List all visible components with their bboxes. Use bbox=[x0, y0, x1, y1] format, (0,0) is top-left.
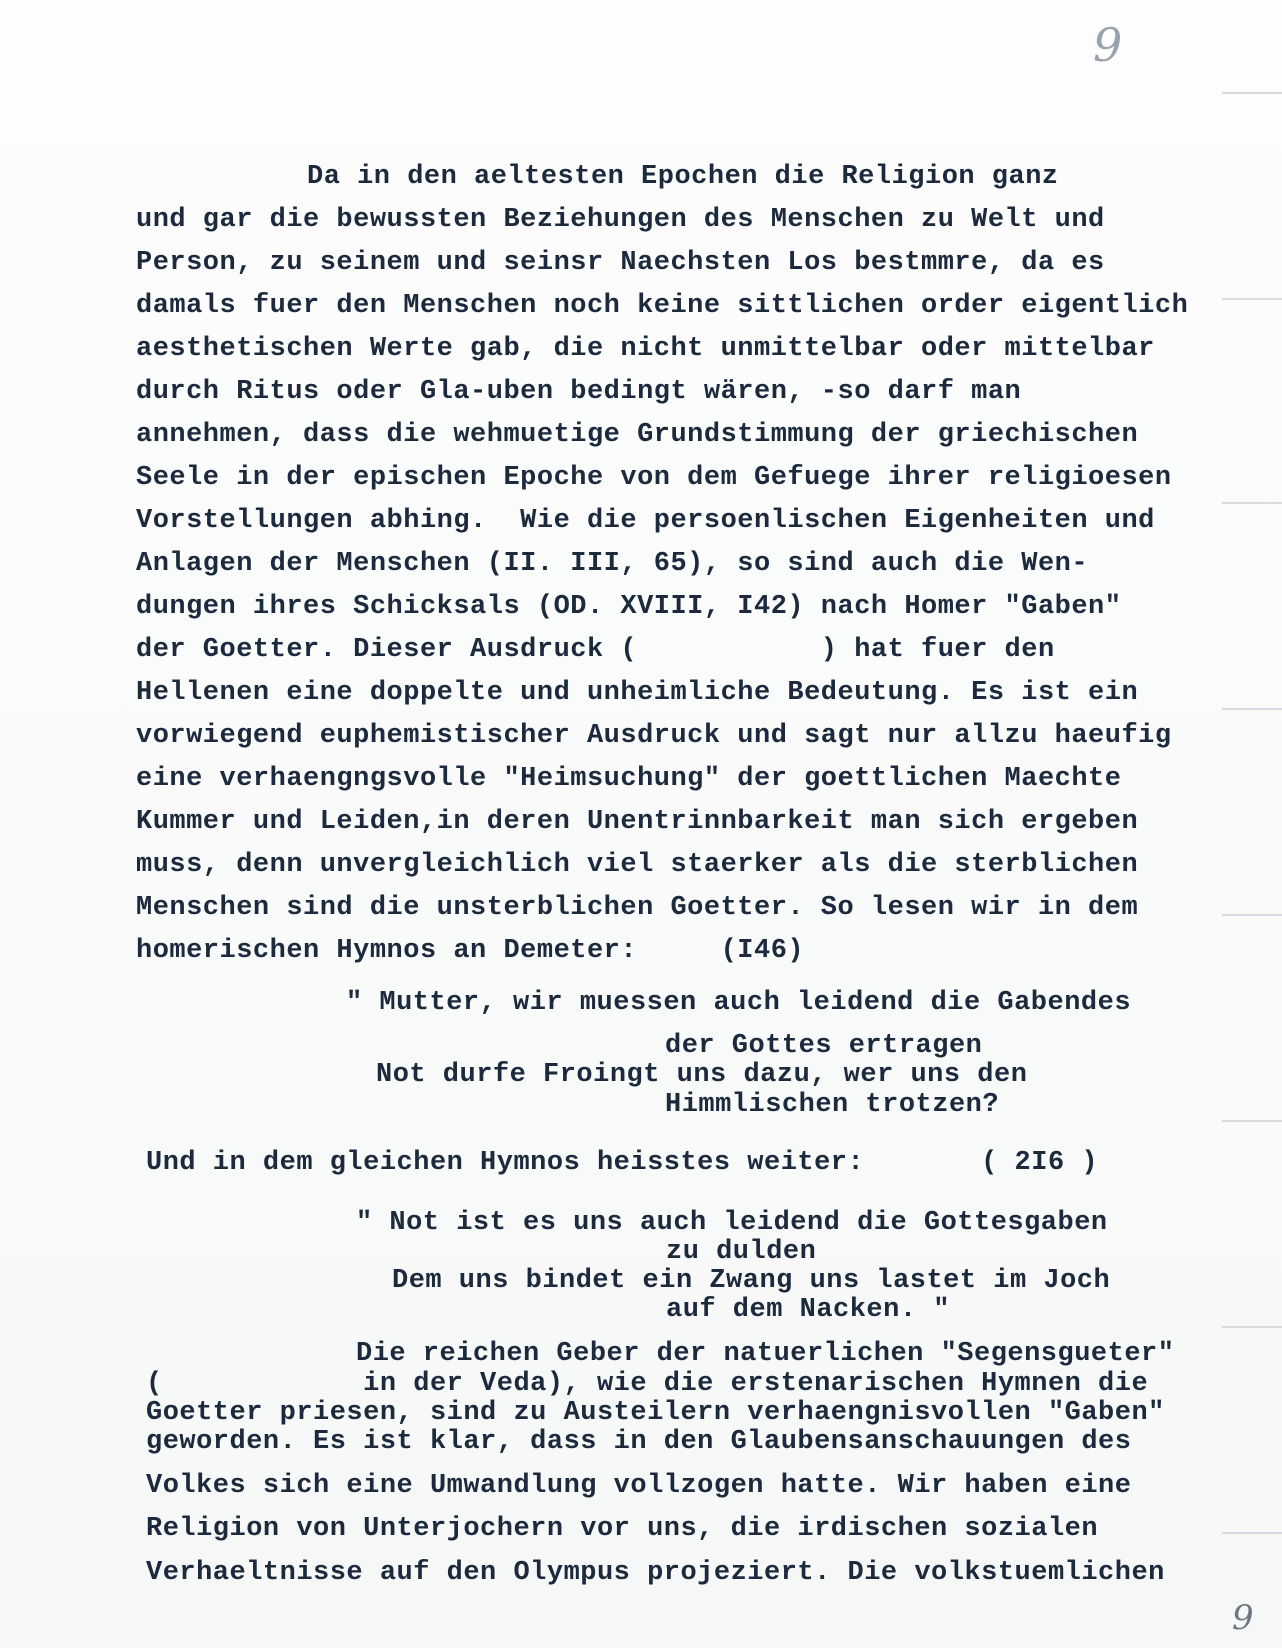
margin-rule bbox=[1222, 1326, 1282, 1328]
margin-rule bbox=[1222, 92, 1282, 94]
paragraph-line: homerischen Hymnos an Demeter: (I46) bbox=[136, 936, 805, 966]
margin-rule bbox=[1222, 502, 1282, 504]
transition-line: Und in dem gleichen Hymnos heisstes weiter: ( 2I6 ) bbox=[146, 1148, 1099, 1178]
paragraph-line: Person, zu seinem und seinsr Naechsten Los bestmmre, da es bbox=[136, 248, 1105, 278]
page-number-bottom: 9 bbox=[1232, 1598, 1254, 1638]
paragraph-line: der Goetter. Dieser Ausdruck ( ) hat fuer den bbox=[136, 635, 1055, 665]
paragraph-line: vorwiegend euphemistischer Ausdruck und sagt nur allzu haeufig bbox=[136, 721, 1172, 751]
paragraph-line: Menschen sind die unsterblichen Goetter. So lesen wir in dem bbox=[136, 893, 1139, 923]
quote-line: Dem uns bindet ein Zwang uns lastet im Joch bbox=[392, 1266, 1111, 1296]
paragraph-line: eine verhaengngsvolle "Heimsuchung" der goettlichen Maechte bbox=[136, 764, 1122, 794]
quote-line: Himmlischen trotzen? bbox=[665, 1090, 1000, 1120]
margin-rule bbox=[1222, 1532, 1282, 1534]
quote-line: Not durfe Froingt uns dazu, wer uns den bbox=[376, 1060, 1028, 1090]
margin-rule bbox=[1222, 708, 1282, 710]
paragraph-line: Hellenen eine doppelte und unheimliche Bedeutung. Es ist ein bbox=[136, 678, 1139, 708]
paragraph-line: Verhaeltnisse auf den Olympus projeziert. Die volkstuemlichen bbox=[146, 1558, 1165, 1588]
paragraph-line: und gar die bewussten Beziehungen des Menschen zu Welt und bbox=[136, 205, 1105, 235]
paragraph-line: geworden. Es ist klar, dass in den Glaubensanschauungen des bbox=[146, 1427, 1132, 1457]
paragraph-line: annehmen, dass die wehmuetige Grundstimmung der griechischen bbox=[136, 420, 1139, 450]
quote-line: zu dulden bbox=[666, 1237, 817, 1267]
paragraph-line: Volkes sich eine Umwandlung vollzogen hatte. Wir haben eine bbox=[146, 1471, 1132, 1501]
paragraph-line: Kummer und Leiden,in deren Unentrinnbarkeit man sich ergeben bbox=[136, 807, 1139, 837]
quote-line: " Not ist es uns auch leidend die Gottesgaben bbox=[356, 1208, 1108, 1238]
paragraph-line: damals fuer den Menschen noch keine sittlichen order eigentlich bbox=[136, 291, 1189, 321]
paragraph-line: aesthetischen Werte gab, die nicht unmittelbar oder mittelbar bbox=[136, 334, 1155, 364]
paragraph-line: Die reichen Geber der natuerlichen "Segensgueter" bbox=[356, 1339, 1175, 1369]
paragraph-line: Religion von Unterjochern vor uns, die irdischen sozialen bbox=[146, 1514, 1099, 1544]
page-number-top: 9 bbox=[1093, 18, 1123, 72]
margin-rule bbox=[1222, 298, 1282, 300]
paragraph-line: durch Ritus oder Gla-uben bedingt wären, -so darf man bbox=[136, 377, 1022, 407]
quote-line: der Gottes ertragen bbox=[665, 1031, 983, 1061]
paragraph-line: dungen ihres Schicksals (OD. XVIII, I42) nach Homer "Gaben" bbox=[136, 592, 1122, 622]
paragraph-line: Goetter priesen, sind zu Austeilern verhaengnisvollen "Gaben" bbox=[146, 1398, 1165, 1428]
paragraph-line: muss, denn unvergleichlich viel staerker als die sterblichen bbox=[136, 850, 1139, 880]
margin-rule bbox=[1222, 914, 1282, 916]
paragraph-line: Seele in der epischen Epoche von dem Gefuege ihrer religioesen bbox=[136, 463, 1172, 493]
quote-line: auf dem Nacken. " bbox=[666, 1295, 950, 1325]
paragraph-line: Anlagen der Menschen (II. III, 65), so sind auch die Wen- bbox=[136, 549, 1089, 579]
margin-rule bbox=[1222, 1120, 1282, 1122]
paragraph-line: Vorstellungen abhing. Wie die persoenlischen Eigenheiten und bbox=[136, 506, 1155, 536]
paragraph-line: Da in den aeltesten Epochen die Rеligion ganz bbox=[307, 162, 1059, 192]
quote-line: " Mutter, wir muessen auch leidend die Gabendes bbox=[346, 988, 1132, 1018]
paragraph-line: ( in der Veda), wie die erstenarischen Hymnen die bbox=[146, 1369, 1149, 1399]
